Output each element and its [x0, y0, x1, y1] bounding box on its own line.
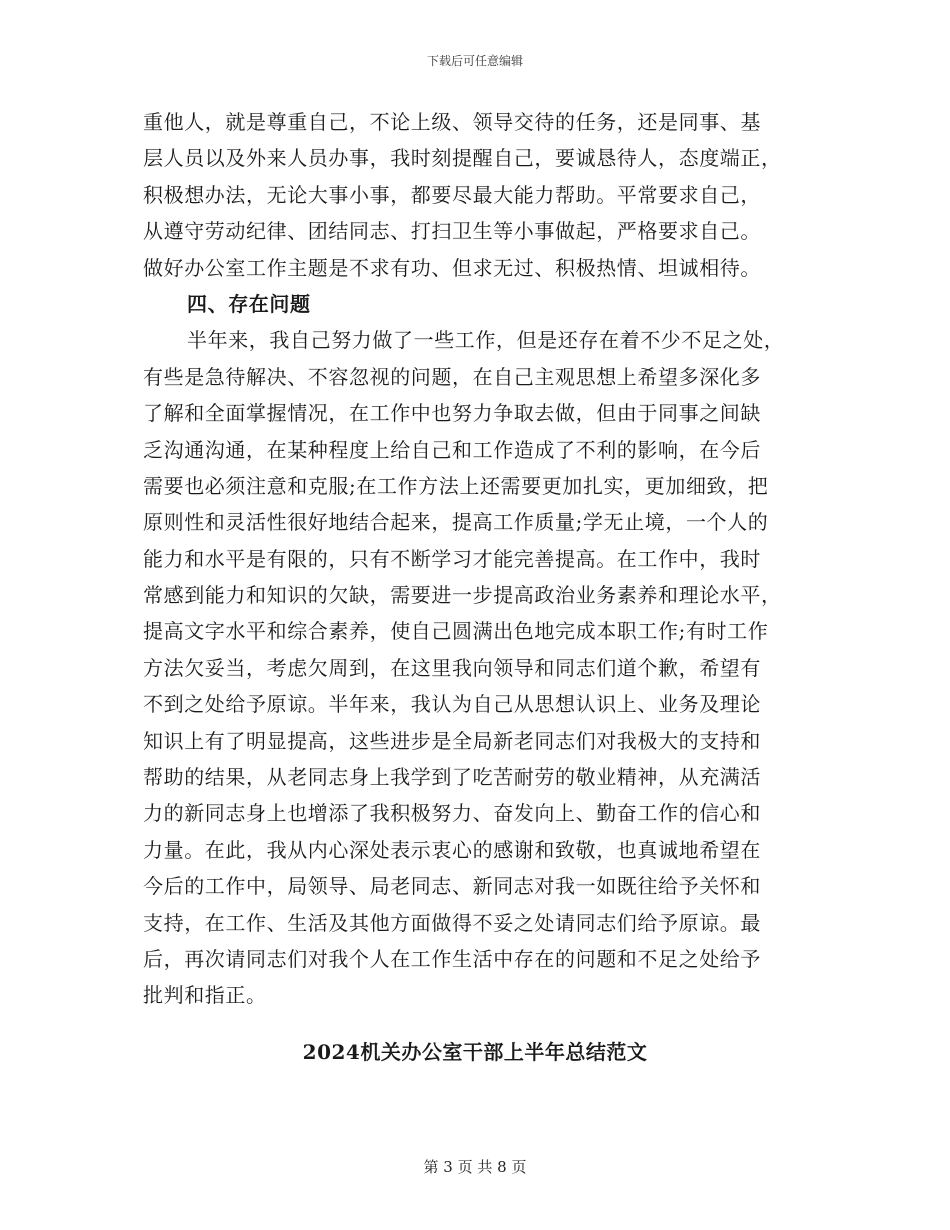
text-line: 力量。在此，我从内心深处表示衷心的感谢和致敬，也真诚地希望在 [143, 837, 761, 862]
section-heading: 四、存在问题 [187, 291, 311, 316]
text-line: 有些是急待解决、不容忽视的问题，在自己主观思想上希望多深化多 [143, 364, 761, 389]
text-line: 提高文字水平和综合素养，使自己圆满出色地完成本职工作;有时工作 [143, 619, 769, 644]
document-title: 2024机关办公室干部上半年总结范文 [302, 1040, 648, 1064]
text-line: 常感到能力和知识的欠缺，需要进一步提高政治业务素养和理论水平， [143, 583, 782, 608]
text-line: 了解和全面掌握情况，在工作中也努力争取去做，但由于同事之间缺 [143, 401, 761, 426]
text-line: 半年来，我自己努力做了一些工作，但是还存在着不少不足之处， [187, 328, 785, 353]
text-line: 批判和指正。 [143, 983, 267, 1008]
text-line: 从遵守劳动纪律、团结同志、打扫卫生等小事做起，严格要求自己。 [143, 219, 761, 244]
body-text [143, 104, 823, 1014]
text-line: 支持，在工作、生活及其他方面做得不妥之处请同志们给予原谅。最 [143, 910, 761, 935]
page-number: 第 3 页 共 8 页 [423, 1158, 527, 1176]
text-line: 层人员以及外来人员办事，我时刻提醒自己，要诚恳待人，态度端正， [143, 146, 782, 171]
text-line: 重他人，就是尊重自己，不论上级、领导交待的任务，还是同事、基 [143, 110, 761, 134]
text-line: 积极想办法，无论大事小事，都要尽最大能力帮助。平常要求自己， [143, 182, 761, 207]
text-line: 需要也必须注意和克服;在工作方法上还需要更加扎实，更加细致，把 [143, 473, 769, 498]
text-line: 今后的工作中，局领导、局老同志、新同志对我一如既往给予关怀和 [143, 874, 761, 899]
text-line: 做好办公室工作主题是不求有功、但求无过、积极热情、坦诚相待。 [143, 255, 761, 280]
page-header: 下载后可任意编辑 [426, 54, 523, 68]
text-line: 能力和水平是有限的，只有不断学习才能完善提高。在工作中，我时 [143, 546, 761, 571]
text-line: 力的新同志身上也增添了我积极努力、奋发向上、勤奋工作的信心和 [143, 801, 761, 826]
text-line: 乏沟通沟通，在某种程度上给自己和工作造成了不利的影响，在今后 [143, 437, 761, 462]
text-line: 后，再次请同志们对我个人在工作生活中存在的问题和不足之处给予 [143, 946, 761, 971]
text-line: 知识上有了明显提高，这些进步是全局新老同志们对我极大的支持和 [143, 728, 761, 753]
text-line: 帮助的结果，从老同志身上我学到了吃苦耐劳的敬业精神，从充满活 [143, 765, 761, 790]
text-line: 方法欠妥当，考虑欠周到，在这里我向领导和同志们道个歉，希望有 [143, 655, 761, 680]
text-line: 不到之处给予原谅。半年来，我认为自己从思想认识上、业务及理论 [143, 692, 761, 717]
text-line: 原则性和灵活性很好地结合起来，提高工作质量;学无止境，一个人的 [143, 510, 769, 535]
